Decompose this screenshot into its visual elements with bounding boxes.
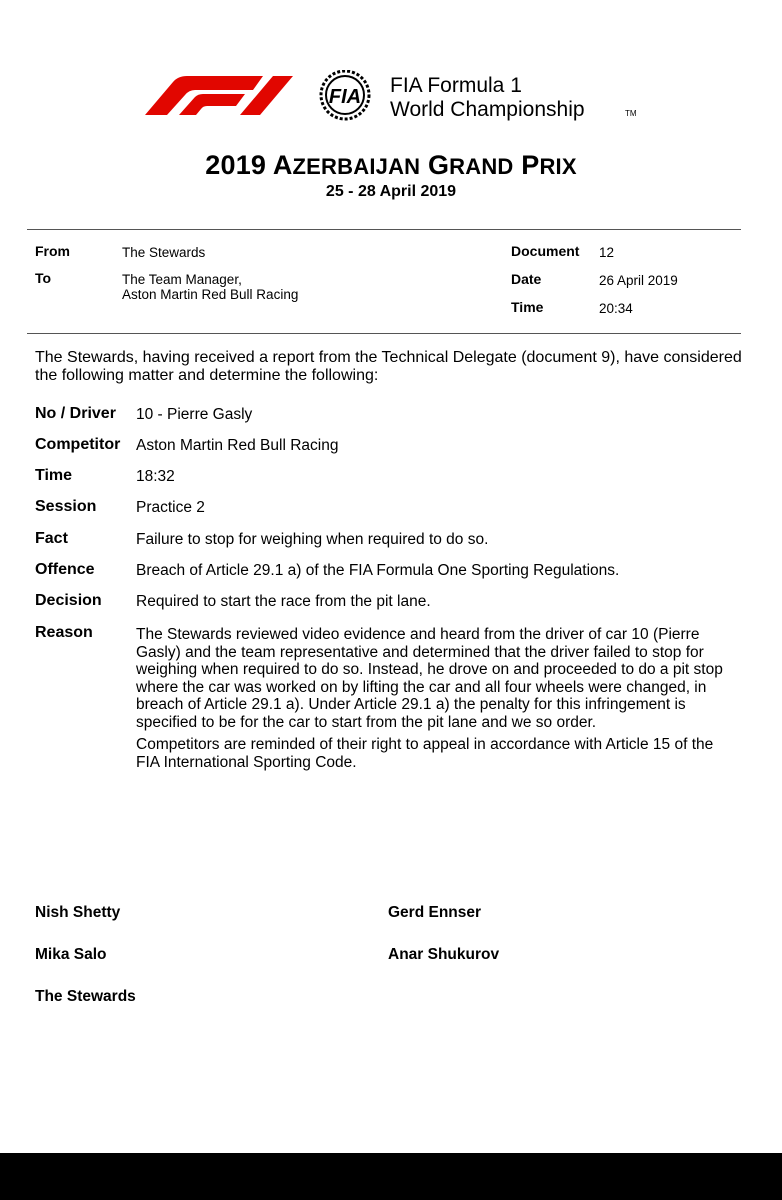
row-value-time: 18:32 [136,468,175,485]
f1-fia-logo [145,70,645,125]
time-label: Time [511,299,544,315]
reason-paragraph-2: Competitors are reminded of their right to appeal in accordance with Article 15 of the FIA International Sporting Code. [136,736,714,771]
steward-signature-3: Mika Salo [35,946,107,963]
row-label-time: Time [35,467,73,484]
row-value-offence: Breach of Article 29.1 a) of the FIA Formula One Sporting Regulations. [136,562,620,579]
steward-signature-2: Gerd Ennser [388,904,482,921]
row-value-driver: 10 - Pierre Gasly [136,406,253,423]
row-label-fact: Fact [35,530,68,547]
document-title: 2019 AZERBAIJAN GRAND PRIX [205,150,577,180]
row-value-decision: Required to start the race from the pit lane. [136,593,431,610]
f1-logo-icon [145,70,645,125]
steward-signature-4: Anar Shukurov [388,946,500,963]
row-label-driver: No / Driver [35,405,116,422]
footer-bar [0,1153,782,1200]
bottom-divider [27,333,741,334]
row-label-competitor: Competitor [35,436,121,453]
stewards-closing: The Stewards [35,988,136,1005]
logo-line2: World Championship [390,98,585,121]
logo-trademark: TM [625,109,637,118]
fia-roundel-text: FIA [328,86,362,108]
from-label: From [35,243,70,259]
to-value-line1: The Team Manager, [122,272,242,287]
event-dates: 25 - 28 April 2019 [325,183,457,200]
row-value-competitor: Aston Martin Red Bull Racing [136,437,339,454]
document-label: Document [511,243,580,259]
time-value: 20:34 [599,301,633,316]
row-label-session: Session [35,498,97,515]
date-label: Date [511,271,542,287]
to-label: To [35,270,52,286]
document-value: 12 [599,245,615,260]
intro-paragraph: The Stewards, having received a report from the Technical Delegate (document 9), have considered the following matter and determine the following: [35,349,742,384]
reason-paragraph-1: The Stewards reviewed video evidence and heard from the driver of car 10 (Pierre Gasly) and the team representative and determined that the driver failed to stop for weighing when required to do so. Instead, he drove on and proceeded to do a pit stop where the car was worked on by lifting the car and all four wheels were changed, in breach of Article 29.1 a). Under Article 29.1 a) the penalty for this infringement is specified to be for the car to start from the pit lane and we so order. [136,626,723,731]
reason-text [136,626,736,776]
row-label-decision: Decision [35,592,102,609]
from-value: The Stewards [122,245,206,260]
row-value-fact: Failure to stop for weighing when required to do so. [136,531,489,548]
top-divider [27,229,741,230]
date-value: 26 April 2019 [599,273,678,288]
to-value-line2: Aston Martin Red Bull Racing [122,287,299,302]
row-value-session: Practice 2 [136,499,205,516]
logo-line1: FIA Formula 1 [390,74,522,97]
steward-signature-1: Nish Shetty [35,904,121,921]
row-label-offence: Offence [35,561,95,578]
row-label-reason: Reason [35,624,93,641]
